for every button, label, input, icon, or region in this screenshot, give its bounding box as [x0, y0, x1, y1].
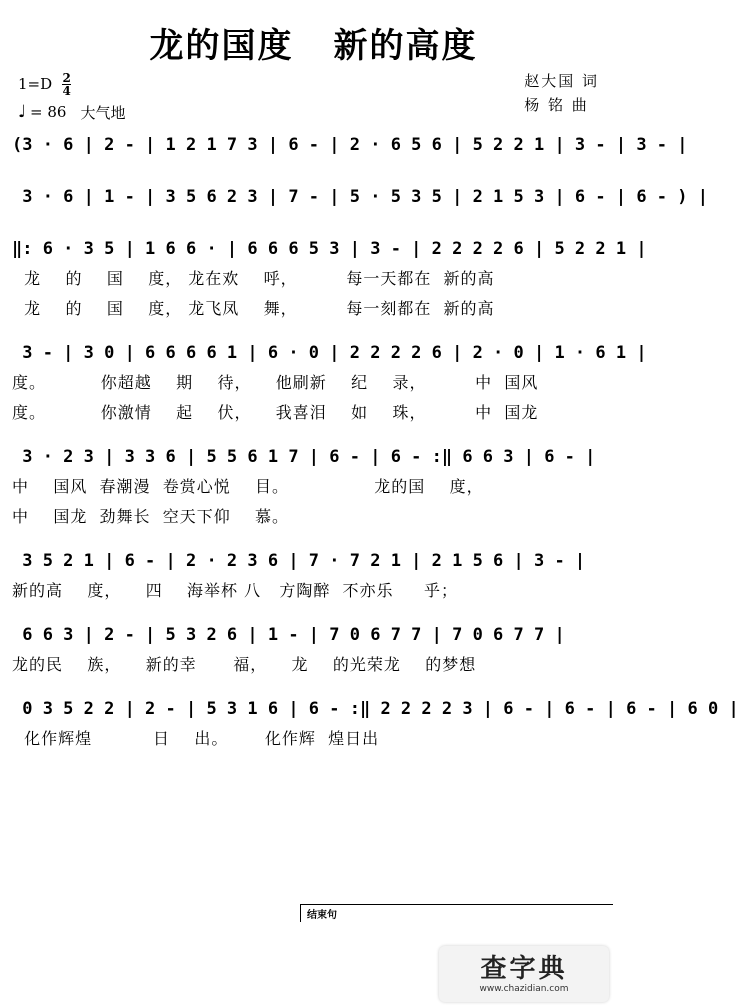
score [12, 130, 739, 768]
score-system [12, 546, 617, 606]
lyric-line [12, 212, 617, 220]
composer-credit: 杨 铭 曲 [524, 96, 589, 114]
score-system [12, 442, 617, 532]
score-system [12, 234, 647, 324]
notation-line: 3 5 2 1 | 6 - | 2 · 2 3 6 | 7 · 7 2 1 | 2 1 5 6 | 3 - | [12, 551, 586, 571]
lyric-line: 度。 你超越 期 待， 他刷新 纪 录， 中 国风 [12, 373, 539, 392]
lyric-line: 化作辉煌 日 出。 化作辉 煌日出 [12, 729, 380, 748]
score-system [12, 620, 617, 680]
ending-label: 结束句 [300, 904, 613, 922]
lyric-line: 龙 的 国 度， 龙飞凤 舞， 每一刻都在 新的高 [12, 299, 495, 318]
lyricist-credit: 赵大国 词 [524, 72, 599, 90]
score-system [12, 694, 739, 754]
expression-mark: 大气地 [80, 103, 126, 122]
score-header-left [18, 70, 125, 126]
credits [524, 70, 599, 118]
tempo: = 86 [30, 103, 67, 121]
quarter-note-icon: ♩ [18, 102, 27, 122]
key-signature: 1=D [18, 75, 53, 93]
time-signature-top: 2 [62, 70, 71, 85]
notation-line: 6 6 3 | 2 - | 5 3 2 6 | 1 - | 7 0 6 7 7 | 7 0 6 7 7 | [12, 625, 565, 645]
notation-line: ‖: 6 · 3 5 | 1 6 6 · | 6 6 6 5 3 | 3 - | 2 2 2 2 6 | 5 2 2 1 | [12, 239, 647, 259]
lyric-line: 中 国龙 劲舞长 空天下仰 慕。 [12, 507, 290, 526]
watermark-url: www.chazidian.com [479, 984, 569, 994]
lyric-line: 中 国风 春潮漫 卷赏心悦 目。 龙的国 度， [12, 477, 484, 496]
lyric-line: 度。 你激情 起 伏， 我喜泪 如 珠， 中 国龙 [12, 403, 539, 422]
notation-line: 0 3 5 2 2 | 2 - | 5 3 1 6 | 6 - :‖ 2 2 2 2 3 | 6 - | 6 - | 6 - | 6 0 | [12, 699, 739, 719]
score-system [12, 130, 688, 168]
notation-line: (3 · 6 | 2 - | 1 2 1 7 3 | 6 - | 2 · 6 5 6 | 5 2 2 1 | 3 - | 3 - | [12, 135, 688, 155]
lyric-line: 龙 的 国 度， 龙在欢 呼， 每一天都在 新的高 [12, 269, 495, 288]
song-title [0, 18, 627, 67]
score-system [12, 182, 708, 220]
lyric-line [12, 160, 617, 168]
score-system [12, 338, 647, 428]
time-signature-bottom: 4 [62, 83, 71, 98]
time-signature [62, 72, 71, 97]
watermark-brand: 查字典 [480, 954, 568, 984]
notation-line: 3 · 6 | 1 - | 3 5 6 2 3 | 7 - | 5 · 5 3 5 | 2 1 5 3 | 6 - | 6 - ) | [12, 187, 708, 207]
title-part-1: 龙的国度 [149, 26, 294, 66]
notation-line: 3 · 2 3 | 3 3 6 | 5 5 6 1 7 | 6 - | 6 - :‖ 6 6 3 | 6 - | [12, 447, 596, 467]
lyric-line: 龙的民 族， 新的幸 福， 龙 的光荣龙 的梦想 [12, 655, 477, 674]
watermark-logo [439, 946, 609, 1002]
notation-line: 3 - | 3 0 | 6 6 6 6 1 | 6 · 0 | 2 2 2 2 6 | 2 · 0 | 1 · 6 1 | [12, 343, 647, 363]
lyric-line: 新的高 度， 四 海举杯 八 方陶醉 不亦乐 乎； [12, 581, 458, 600]
title-part-2: 新的高度 [333, 26, 478, 66]
